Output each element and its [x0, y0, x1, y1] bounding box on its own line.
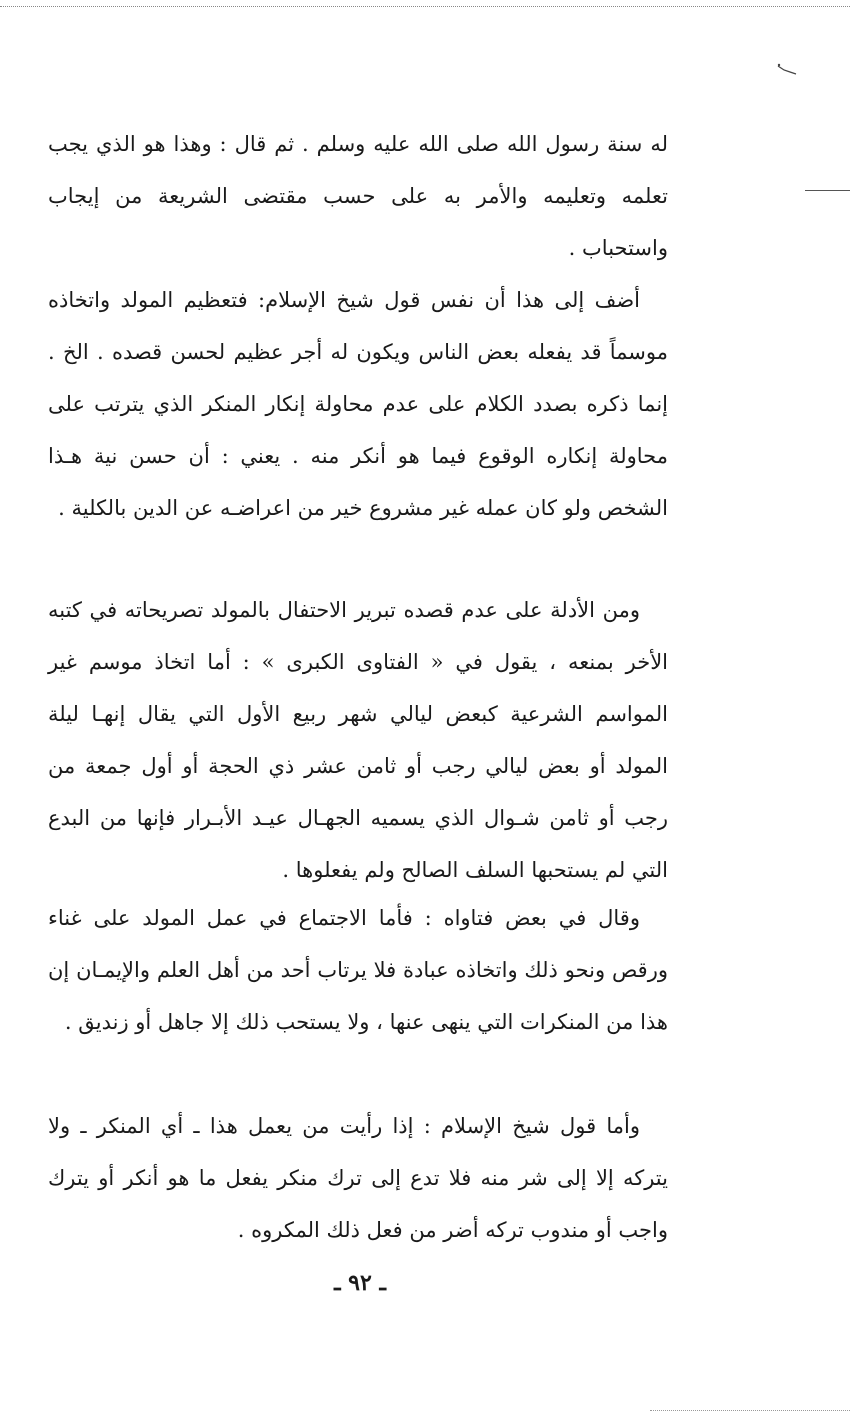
paragraph-5 [48, 1100, 668, 1256]
scan-artifact-bottom [650, 1410, 850, 1412]
paragraph-3 [48, 584, 668, 896]
paragraph-4 [48, 892, 668, 1048]
page-number: ـ ٩٢ ـ [334, 1270, 386, 1296]
paragraph-1 [48, 118, 668, 274]
scan-artifact-top [0, 6, 850, 8]
paragraph-2-text: أضف إلى هذا أن نفس قول شيخ الإسلام: فتعظيم المولد واتخاذه موسماً قد يفعله بعض الناس ويكون له أجر عظيم لحسن قصده . الخ . إنما ذكره بصدد الكلام على عدم محاولة إنكار المنكر الذي يترتب على محاولة إنكاره الوقوع فيما هو أنكر منه . يعني : أن حسن نية هـذا الشخص ولو كان عمله غير مشروع خير من اعراضـه عن الدين بالكلية . [48, 288, 668, 520]
paragraph-1-text: له سنة رسول الله صلى الله عليه وسلم . ثم قال : وهذا هو الذي يجب تعلمه وتعليمه والأمر به على حسب مقتضى الشريعة من إيجاب واستحباب . [48, 132, 668, 260]
ink-speck [776, 62, 800, 76]
paragraph-5-text: وأما قول شيخ الإسلام : إذا رأيت من يعمل هذا ـ أي المنكر ـ ولا يتركه إلا إلى شر منه فلا تدع إلى ترك منكر يفعل ما هو أنكر أو يترك واجب أو مندوب تركه أضر من فعل ذلك المكروه . [48, 1114, 668, 1242]
paragraph-2 [48, 274, 668, 534]
margin-rule [805, 190, 850, 191]
paragraph-4-text: وقال في بعض فتاواه : فأما الاجتماع في عمل المولد على غناء ورقص ونحو ذلك واتخاذه عبادة فلا يرتاب أحد من أهل العلم والإيمـان إن هذا من المنكرات التي ينهى عنها ، ولا يستحب ذلك إلا جاهل أو زنديق . [48, 906, 668, 1034]
paragraph-3-text: ومن الأدلة على عدم قصده تبرير الاحتفال بالمولد تصريحاته في كتبه الأخر بمنعه ، يقول في « الفتاوى الكبرى » : أما اتخاذ موسم غير المواسم الشرعية كبعض ليالي شهر ربيع الأول التي يقال إنهـا ليلة المولد أو بعض ليالي رجب أو ثامن عشر ذي الحجة أو أول جمعة من رجب أو ثامن شـوال الذي يسميه الجهـال عيـد الأبـرار فإنها من البدع التي لم يستحبها السلف الصالح ولم يفعلوها . [48, 598, 668, 882]
